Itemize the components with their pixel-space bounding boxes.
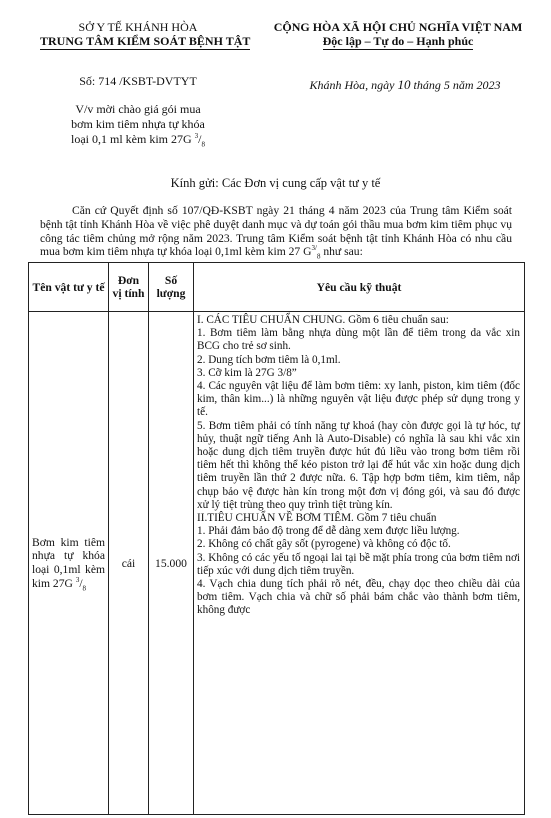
item-name-text: Bơm kim tiêm nhựa tự khóa loại 0,1ml kèm kim 27G (32, 535, 105, 590)
subject-fraction-numerator: 3 (194, 132, 199, 140)
spec-line: 3. Cỡ kim là 27G 3/8” (197, 366, 297, 379)
motto-text: Độc lập – Tự do – Hạnh phúc (322, 34, 474, 48)
spec-line: 3. Không có các yếu tố ngoại lai tại bề mặt phía trong của bơm tiêm nơi tiếp xúc với dung dịch tiêm truyền. (197, 551, 520, 577)
body-fraction-denominator: 8 (316, 252, 321, 261)
spec-line: 1. Phải đảm bảo độ trong để dễ dàng xem được liều lượng. (197, 525, 460, 538)
header-quantity: Số lượng (149, 263, 194, 312)
item-quantity-cell: 15.000 (149, 312, 194, 815)
agency-name (40, 34, 251, 48)
agency-parent: SỞ Y TẾ KHÁNH HÒA (78, 20, 198, 34)
date-day: 10 (397, 77, 411, 92)
header-item-name: Tên vật tư y tế (29, 263, 109, 312)
subject-line-3: loại 0,1 ml kèm kim 27G $^3/_8$ (71, 132, 205, 149)
requirements-table (28, 262, 525, 815)
item-unit-cell: cái (109, 312, 149, 815)
spec-line: 4. Các nguyên vật liệu để làm bơm tiêm: xy lanh, piston, kim tiêm (đốc kim, thân kim...) là những nguyên vật liệu được phép sử dụng trong y tế. (197, 380, 520, 419)
spec-line: II.TIÊU CHUẨN VỀ BƠM TIÊM. Gồm 7 tiêu chuẩn (197, 512, 437, 525)
body-fraction-numerator: 3/ (311, 244, 317, 253)
subject-line-3-text: loại 0,1 ml kèm kim 27G (71, 132, 195, 146)
body-paragraph-tail: như sau: (320, 245, 363, 259)
subject-line-1: V/v mời chào giá gói mua (75, 102, 201, 116)
spec-line: 2. Dung tích bơm tiêm là 0,1ml. (197, 353, 341, 366)
national-header (248, 20, 548, 48)
agency-header (40, 20, 251, 48)
table-header-row (29, 263, 525, 312)
date-line (270, 78, 540, 92)
subject-line-2: bơm kim tiêm nhựa tự khóa (71, 117, 205, 131)
spec-line: 5. Bơm tiêm phải có tính năng tự khoá (hay còn được gọi là tự hóc, tự hủy, thuật ngữ tiếng Anh là Auto-Disable) có nghĩa là sau khi vắc xin hoặc dung dịch tiêm truyền được hút đủ liều vào trong bơm tiêm rồi tiêm hết thì không thể kéo piston trở lại để hút vắc xin hoặc dung dịch tiêm truyền lần thứ 2 được nữa. 6. Tập hợp bơm tiêm, kim tiêm, nắp chụp bảo vệ được hàn kín trong một đơn vị đóng gói, và sau đó được xử lý tiệt trùng theo quy trình tiệt trùng kín. (197, 419, 520, 511)
country-name: CỘNG HÒA XÃ HỘI CHỦ NGHĨA VIỆT NAM (273, 20, 523, 34)
body-paragraph (40, 204, 512, 259)
date-prefix: Khánh Hòa, ngày (309, 78, 398, 92)
spec-line: 4. Vạch chia dung tích phải rõ nét, đều, chạy dọc theo chiều dài của bơm tiêm. Vạch chia và chữ số phải bám chắc vào thành bơm tiêm, không được (197, 578, 520, 617)
table-row (29, 312, 525, 815)
subject-fraction-denominator: 8 (201, 140, 205, 149)
header-technical-requirements: Yêu cầu kỹ thuật (194, 263, 525, 312)
item-spec-cell (194, 312, 525, 815)
spec-line: 1. Bơm tiêm làm bằng nhựa dùng một lần để tiêm trong da vắc xin BCG cho trẻ sơ sinh. (197, 327, 520, 353)
motto (248, 34, 548, 48)
item-fraction-denominator: 8 (82, 583, 87, 592)
spec-line: 2. Không có chất gây sốt (pyrogene) và không có độc tố. (197, 538, 451, 551)
item-fraction-numerator: 3 (75, 575, 80, 584)
subject-block (58, 102, 218, 147)
document-number: Số: 714 /KSBT-DVTYT (79, 74, 197, 88)
body-paragraph-text: Căn cứ Quyết định số 107/QĐ-KSBT ngày 21 tháng 4 năm 2023 của Trung tâm Kiểm soát bệnh tật tỉnh Khánh Hòa về việc phê duyệt danh mục và dự toán gói thầu mua bơm kim tiêm phục vụ công tác tiêm chủng mở rộng năm 2023. Trung tâm Kiểm soát bệnh tật tỉnh Khánh Hòa có nhu cầu mua bơm kim tiêm nhựa tự khóa loại 0,1ml kèm kim 27 G (40, 204, 512, 259)
agency-name-text: TRUNG TÂM KIỂM SOÁT BỆNH TẬT (40, 34, 251, 48)
spec-line: I. CÁC TIÊU CHUẨN CHUNG. Gồm 6 tiêu chuẩn sau: (197, 314, 449, 326)
header-unit: Đơn vị tính (109, 263, 149, 312)
recipient-line: Kính gửi: Các Đơn vị cung cấp vật tư y tế (170, 176, 381, 190)
date-rest: tháng 5 năm 2023 (410, 78, 501, 92)
item-name-cell: Bơm kim tiêm nhựa tự khóa loại 0,1ml kèm kim 27G $^3/_8$ (29, 312, 109, 815)
